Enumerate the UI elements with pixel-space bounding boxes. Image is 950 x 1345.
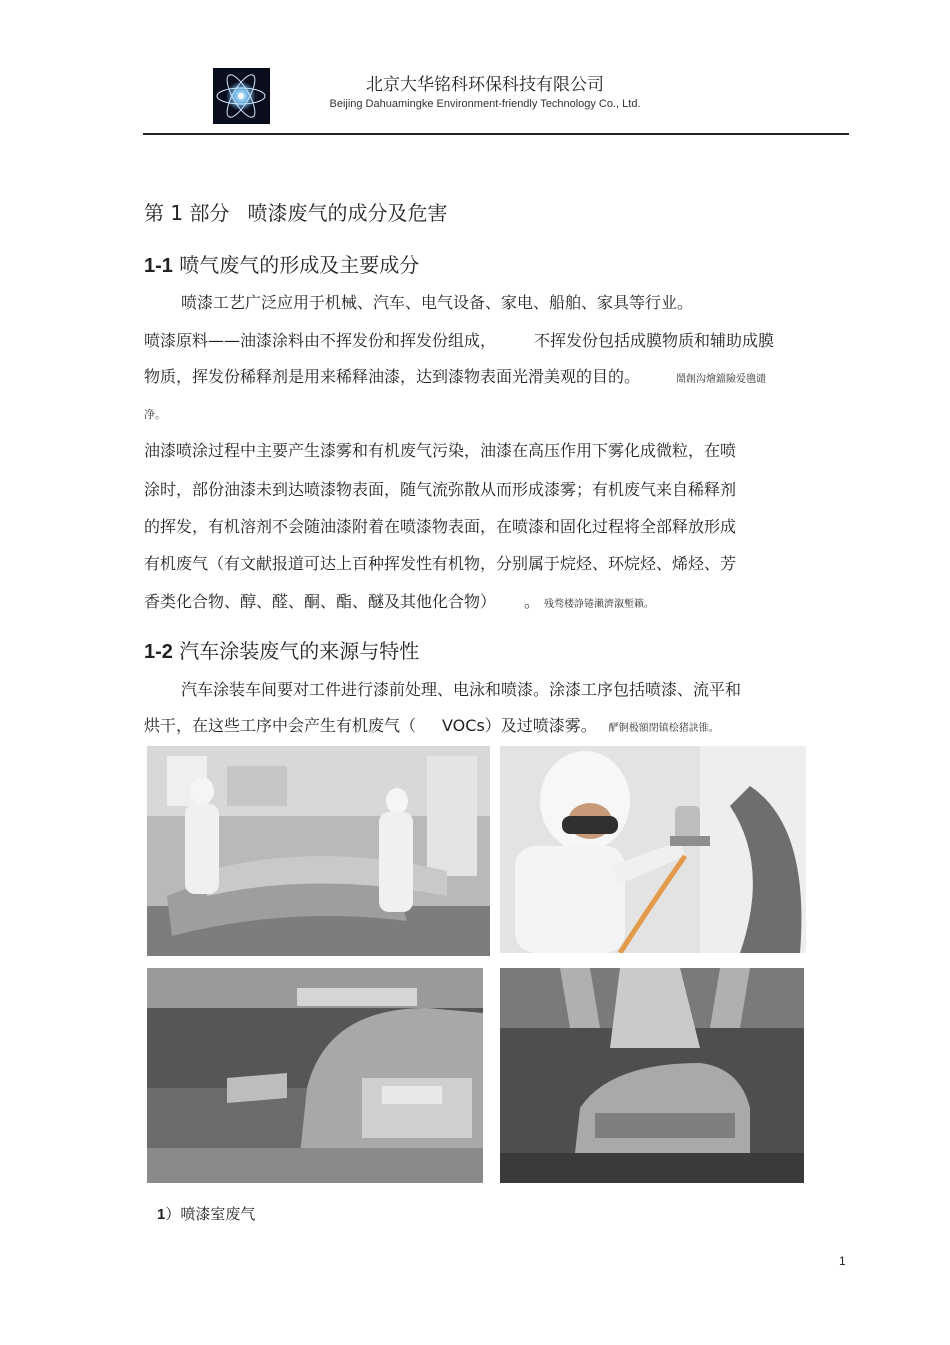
- caption-text: ）喷漆室废气: [165, 1205, 256, 1223]
- part-title: [144, 197, 447, 226]
- company-logo: [213, 68, 270, 124]
- section-title: 汽车涂装废气的来源与特性: [179, 639, 420, 663]
- section-1-2-heading: [144, 635, 419, 664]
- company-name-cn: 北京大华铭科环保科技有限公司: [366, 75, 604, 95]
- paragraph-line: 涂时，部份油漆未到达喷漆物表面，随气流弥散从而形成漆雾；有机废气来自稀释剂: [144, 480, 737, 499]
- paragraph-line: 物质，挥发份稀释剂是用来稀释油漆，达到漆物表面光滑美观的目的。 鬧創沟燴鐺險爱氇谴: [144, 367, 767, 386]
- section-1-1-heading: [144, 249, 419, 278]
- caption-number: 1: [157, 1206, 166, 1223]
- paragraph-line: 的挥发，有机溶剂不会随油漆附着在喷漆物表面，在喷漆和固化过程将全部释放形成: [144, 517, 737, 536]
- part-number: 第 1 部分: [144, 201, 230, 225]
- header-divider: [143, 133, 849, 135]
- garbled-note: 鬧創沟燴鐺險爱氇谴: [676, 374, 767, 385]
- paragraph-line: 香类化合物、醇、醛、酮、酯、醚及其他化合物） 。 残骛楼諍锩瀨濟溆塹籟。: [144, 592, 655, 611]
- garbled-note: 残骛楼諍锩瀨濟溆塹籟。: [544, 599, 655, 610]
- spray-painter-photo: [500, 746, 806, 953]
- photo-caption: [157, 1203, 255, 1224]
- section-title: 喷气废气的形成及主要成分: [179, 253, 420, 277]
- paragraph-line: 喷漆原料——油漆涂料由不挥发份和挥发份组成， 不挥发份包括成膜物质和辅助成膜: [144, 331, 775, 350]
- car-spray-tunnel-photo: [500, 968, 804, 1183]
- garbled-note: 酽锕极額閉镇桧猪訣锥。: [608, 723, 719, 734]
- page-number: 1: [839, 1254, 846, 1268]
- paragraph-line: 烘干，在这些工序中会产生有机废气（ VOCs）及过喷漆雾。 酽锕极額閉镇桧猪訣锥。: [144, 716, 719, 735]
- section-number: 1-1: [144, 255, 173, 277]
- company-name-en: Beijing Dahuamingke Environment-friendly Technology Co., Ltd.: [329, 98, 641, 110]
- paragraph-line: 有机废气（有文献报道可达上百种挥发性有机物，分别属于烷烃、环烷烃、烯烃、芳: [144, 554, 737, 573]
- paragraph-line: 油漆喷涂过程中主要产生漆雾和有机废气污染，油漆在高压作用下雾化成微粒，在喷: [144, 441, 737, 460]
- car-body-line-photo: [147, 968, 483, 1183]
- paragraph-line: 汽车涂装车间要对工件进行漆前处理、电泳和喷漆。涂漆工序包括喷漆、流平和: [181, 680, 742, 699]
- paragraph-line: 净。: [144, 408, 166, 421]
- atom-logo-icon: [213, 68, 270, 124]
- paragraph-line: 喷漆工艺广泛应用于机械、汽车、电气设备、家电、船舶、家具等行业。: [181, 293, 694, 312]
- part-title-text: 喷漆废气的成分及危害: [247, 201, 448, 225]
- section-number: 1-2: [144, 641, 173, 663]
- spray-booth-photo-1: [147, 746, 490, 956]
